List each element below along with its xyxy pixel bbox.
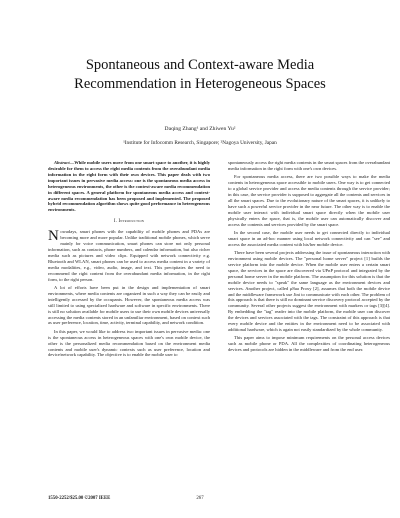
abstract-heading: Abstract [54,160,70,165]
right-column [228,160,390,356]
paper-title-line-1: Spontaneous and Context-aware Media [85,57,315,73]
drop-cap: N [48,227,59,244]
abstract [48,160,210,213]
intro-paragraph-1-text: owadays, smart phones with the capability of mobile phones and PDAs are becoming more and more popular. Unlike traditional mobile phones, which serve mainly for voice communication, smart phones can store not only personal information, such as contacts, phone numbers, and calendar information, but also richer media such as pictures and video clips. Equipped with network connectivity e.g. Bluetooth and WLAN, smart phones can be used to access media content in a variety of media modalities, e.g., video, audio, image, and text. This precipitates the need to recommend the right content from the overabundant media information, in the right form, to the right person. [48,229,210,282]
author-affiliations: ¹Institute for Infocomm Research, Singapore; ²Nagoya University, Japan [123,140,277,146]
intro-paragraph-1 [48,229,210,282]
right-paragraph-2: For spontaneous media access, there are two possible ways to make the media contents in heterogeneous space accessible to mobile users. One way is to get connected to a global service provider and access the media contents through the service provider; in this case, the service provider is supposed to aggregate all the contents and services in all the smart spaces. Due to the evolutionary nature of the smart spaces, it is unlikely to have such a powerful service provider in the near future. The other way is to enable the mobile user interact with individual smart space directly when the mobile user physically enters the space, that is, the mobile user can automatically discover and access the contents and services provided by the smart space. [228,174,390,227]
right-paragraph-5: This paper aims to impose minimum requirements on the personal access devices such as mobile phone or PDA. All the complexities of coordinating heterogeneous devices and protocols are hidden in the middleware and from the end user. [228,335,390,353]
page-number: 267 [196,496,204,501]
right-paragraph-4: There have been several projects addressing the issue of spontaneous interaction with environment using mobile devices. The "personal home server" project [1] builds the service platform into the mobile device. When the mobile user enters a certain smart space, the services in the space are discovered via UPnP protocol and integrated by the personal home server in the mobile platform. The assumption for this solution is that the mobile device needs to "speak" the same language as the environment devices and services. Another project, called μ8ua Proxy [2], assumes that both the mobile device and the middleware framework use Jini to communicate with each other. The problem of this approach is that there is still no dominant service discovery protocol accepted by the community. Several other projects suggest the environment with markers or tags [3][4]. By embedding the "tag" reader into the mobile platform, the mobile user can discover the devices and services associated with the tags. The constraint of this approach is that every mobile device and the entities in the environment need to be associated with additional hardware, which is again not easily standardized by the whole community. [228,250,390,333]
abstract-text: —While mobile users move from one smart space to another, it is highly desirable for them to access the right media contents from the overabundant media information in the right form with their own devices. This paper deals with two important issues in pervasive media access: one is the spontaneous media access in heterogeneous environments, the other is the context-aware media recommendation in different spaces. A general platform for spontaneous media access and context-aware media recommendation has been proposed and implemented. The proposed hybrid recommendation algorithm shows quite good performance in heterogeneous environments. [48,160,210,213]
author-list: Daqing Zhang¹ and Zhiwen Yu² [164,126,236,132]
copyright-notice: 1550-2252/$25.00 ©2007 IEEE [48,496,111,501]
section-heading-introduction: I. Introduction [113,219,145,225]
paper-title-line-2: Recommendation in Heterogeneous Spaces [74,76,326,92]
left-column [48,160,210,361]
right-paragraph-3: In the second case, the mobile user needs to get connected directly to individual smart space in an ad-hoc manner using local network connectivity and can "see" and access the associated media content with his/her mobile device. [228,229,390,247]
intro-paragraph-3: In this paper, we would like to address two important issues in pervasive media: one is the spontaneous access in heterogeneous spaces with one's own mobile device, the other is the personalized media recommendation based on the environment media contents and mobile user's dynamic contexts such as user preference, location and device/network capability. The objective is to enable the mobile user to [48,328,210,358]
right-paragraph-1: spontaneously access the right media contents in the smart spaces from the overabundant media information in the right form with one's own devices. [228,160,390,171]
intro-paragraph-2: A lot of efforts have been put in the design and implementation of smart environments, where media contents are organized in such a way they can be easily and intelligently accessed by the occupants. However, the spontaneous media access was still limited to using specialized hardware and software in specific environments. There is still no solution available for mobile users to use their own mobile devices universally accessing the media contents stored in an unfamiliar environment, based on context such as user preference, location, time, activity, terminal capability, and network condition. [48,284,210,326]
